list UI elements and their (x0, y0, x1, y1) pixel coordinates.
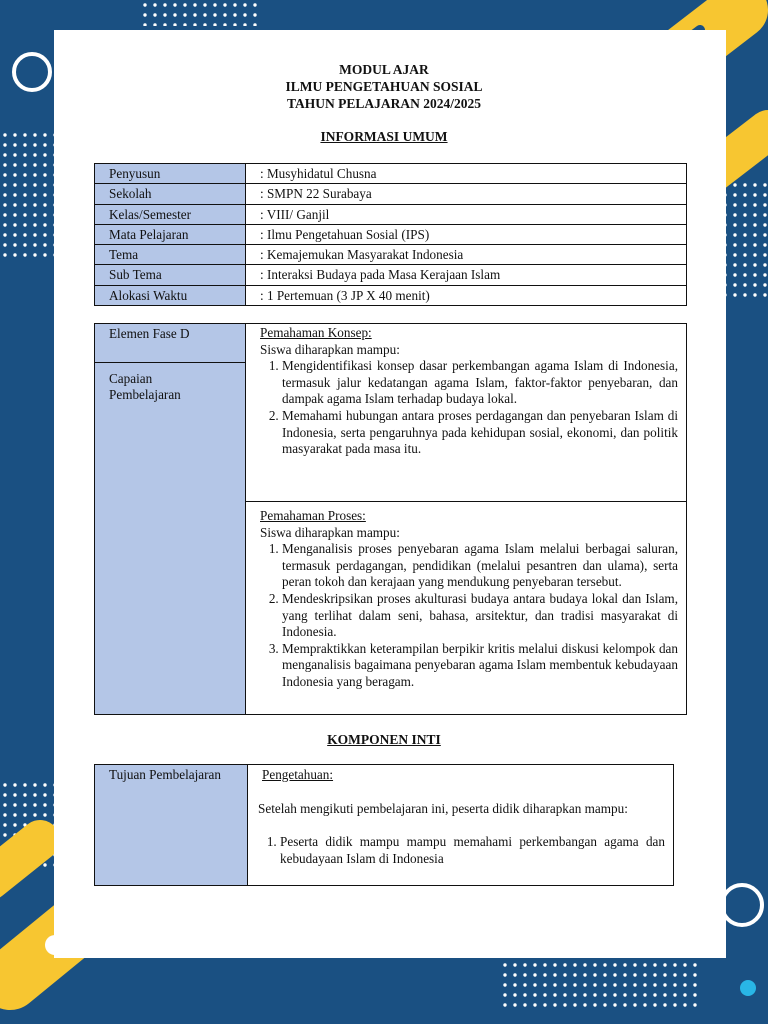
pengetahuan-heading: Pengetahuan: (262, 767, 334, 782)
label-elemen-fase (95, 324, 246, 363)
proses-intro: Siswa diharapkan mampu: (260, 524, 400, 540)
pemahaman-konsep-cell (246, 324, 687, 502)
list-item: 2. Memahami hubungan antara proses perdagangan dan penyebaran Islam di Indonesia, serta pengaruhnya pada kehidupan sosial, ekonomi, dan politik masyarakat pada masa itu. (282, 408, 678, 458)
table-row (95, 245, 687, 265)
table-row (95, 204, 687, 224)
info-key: Mata Pelajaran (95, 224, 246, 244)
table-row (95, 164, 687, 184)
konsep-heading: Pemahaman Konsep: (260, 325, 372, 340)
capaian-pembelajaran-table (94, 323, 687, 715)
tujuan-pembelajaran-table (94, 764, 674, 886)
table-row (95, 324, 687, 363)
info-value: : SMPN 22 Surabaya (246, 184, 687, 204)
proses-list (260, 541, 678, 690)
tujuan-list (258, 834, 665, 867)
label-capaian-pembelajaran (95, 363, 246, 715)
table-row (95, 184, 687, 204)
section-title-komponen-inti: KOMPONEN INTI (327, 732, 441, 747)
info-key: Sub Tema (95, 265, 246, 285)
info-value: : Interaksi Budaya pada Masa Kerajaan Islam (246, 265, 687, 285)
elemen-fase-label: Elemen Fase D (109, 326, 190, 341)
doc-title-line1: MODUL AJAR (339, 62, 429, 77)
info-value: : 1 Pertemuan (3 JP X 40 menit) (246, 285, 687, 305)
label-tujuan-pembelajaran: Tujuan Pembelajaran (95, 765, 248, 886)
table-row (95, 285, 687, 305)
doc-title-line2: ILMU PENGETAHUAN SOSIAL (285, 79, 483, 94)
info-key: Alokasi Waktu (95, 285, 246, 305)
capaian-label-line1: Capaian (109, 371, 153, 386)
info-key: Penyusun (95, 164, 246, 184)
table-row (95, 224, 687, 244)
info-key: Kelas/Semester (95, 204, 246, 224)
section-title-informasi-umum: INFORMASI UMUM (320, 129, 448, 144)
list-item: 1. Peserta didik mampu mampu memahami perkembangan agama dan kebudayaan Islam di Indonesia (280, 834, 665, 867)
info-key: Tema (95, 245, 246, 265)
info-table (94, 163, 687, 306)
konsep-intro: Siswa diharapkan mampu: (260, 341, 400, 357)
table-row (95, 265, 687, 285)
pemahaman-proses-cell (246, 502, 687, 715)
table-row (95, 765, 674, 886)
info-value: : Kemajemukan Masyarakat Indonesia (246, 245, 687, 265)
tujuan-intro: Setelah mengikuti pembelajaran ini, peserta didik diharapkan mampu: (258, 800, 628, 816)
capaian-label-line2: Pembelajaran (109, 387, 181, 402)
doc-title-line3: TAHUN PELAJARAN 2024/2025 (286, 96, 481, 111)
info-value: : Ilmu Pengetahuan Sosial (IPS) (246, 224, 687, 244)
info-value: : VIII/ Ganjil (246, 204, 687, 224)
info-value: : Musyhidatul Chusna (246, 164, 687, 184)
list-item: 1. Menganalisis proses penyebaran agama Islam melalui berbagai saluran, termasuk perdagangan, pendidikan (melalui pesantren dan ulama), serta peran tokoh dan kerajaan yang mendukung penyebaran tersebut. (282, 541, 678, 591)
tujuan-content-cell (248, 765, 674, 886)
list-item: 1. Mengidentifikasi konsep dasar perkembangan agama Islam di Indonesia, termasuk jalur kedatangan agama Islam, faktor-faktor penyebaran, dan dampak agama Islam terhadap budaya lokal. (282, 358, 678, 408)
proses-heading: Pemahaman Proses: (260, 508, 366, 523)
list-item: 3. Mempraktikkan keterampilan berpikir kritis melalui diskusi kelompok dan menganalisis bagaimana penyebaran agama Islam membentuk kebudayaan Indonesia yang beragam. (282, 641, 678, 691)
konsep-list (260, 358, 678, 458)
info-key: Sekolah (95, 184, 246, 204)
list-item: 2. Mendeskripsikan proses akulturasi budaya antara budaya lokal dan Islam, yang terlihat dalam seni, bahasa, arsitektur, dan tradisi masyarakat di Indonesia. (282, 591, 678, 641)
